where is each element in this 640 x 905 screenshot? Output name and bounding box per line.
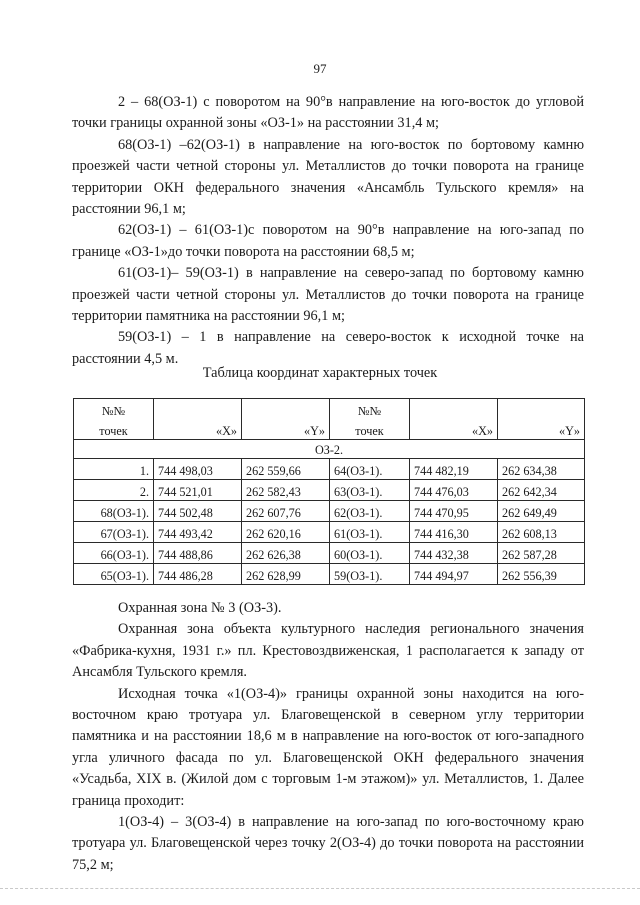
paragraph: 62(ОЗ-1) – 61(ОЗ-1)с поворотом на 90°в направление на юго-запад по границе «ОЗ-1»до точки поворота на расстоянии 68,5 м;: [72, 222, 584, 260]
x-value: 744 494,97: [410, 564, 498, 585]
point-label: 67(ОЗ-1).: [74, 522, 154, 543]
x-value: 744 493,42: [154, 522, 242, 543]
table-row: [74, 459, 585, 480]
header-empty: [242, 399, 330, 420]
point-label: 60(ОЗ-1).: [330, 543, 410, 564]
header-x: «X»: [410, 419, 498, 440]
table-caption: Таблица координат характерных точек: [202, 365, 438, 381]
header-num-bottom: точек: [330, 419, 410, 440]
x-value: 744 416,30: [410, 522, 498, 543]
point-label: 68(ОЗ-1).: [74, 501, 154, 522]
x-value: 744 502,48: [154, 501, 242, 522]
point-label: 59(ОЗ-1).: [330, 564, 410, 585]
x-value: 744 482,19: [410, 459, 498, 480]
header-num-top: №№: [74, 399, 154, 420]
table-header-row: [74, 399, 585, 420]
x-value: 744 432,38: [410, 543, 498, 564]
x-value: 744 476,03: [410, 480, 498, 501]
y-value: 262 620,16: [242, 522, 330, 543]
header-y: «Y»: [242, 419, 330, 440]
x-value: 744 498,03: [154, 459, 242, 480]
y-value: 262 608,13: [498, 522, 585, 543]
point-label: 2.: [74, 480, 154, 501]
y-value: 262 607,76: [242, 501, 330, 522]
table-row: [74, 543, 585, 564]
page-number: 97: [313, 61, 327, 76]
paragraph: 68(ОЗ-1) –62(ОЗ-1) в направление на юго-восток по бортовому камню проезжей части четной стороны ул. Металлистов до точки поворота на границе территории ОКН федерального значения «Ансамбль Тульского кремля» на расстоянии 96,1 м;: [72, 136, 584, 218]
header-x: «X»: [154, 419, 242, 440]
point-label: 65(ОЗ-1).: [74, 564, 154, 585]
zone-row: [74, 440, 585, 459]
y-value: 262 642,34: [498, 480, 585, 501]
coordinates-table: [73, 398, 585, 585]
top-text-block: [72, 92, 584, 370]
point-label: 63(ОЗ-1).: [330, 480, 410, 501]
point-label: 66(ОЗ-1).: [74, 543, 154, 564]
x-value: 744 488,86: [154, 543, 242, 564]
zone-label: ОЗ-2.: [74, 440, 585, 459]
header-empty: [498, 399, 585, 420]
header-empty: [410, 399, 498, 420]
section-heading: Охранная зона № 3 (ОЗ-3).: [118, 600, 282, 616]
header-y: «Y»: [498, 419, 585, 440]
paragraph: Охранная зона объекта культурного наследия регионального значения «Фабрика-кухня, 1931 г.» пл. Крестовоздвиженская, 1 располагается к западу от Ансамбля Тульского кремля.: [72, 621, 584, 681]
y-value: 262 649,49: [498, 501, 585, 522]
y-value: 262 626,38: [242, 543, 330, 564]
x-value: 744 470,95: [410, 501, 498, 522]
table-row: [74, 522, 585, 543]
paragraph: 1(ОЗ-4) – 3(ОЗ-4) в направление на юго-запад по юго-восточному краю тротуара ул. Благовещенской через точку 2(ОЗ-4) до точки поворота на расстоянии 75,2 м;: [72, 814, 584, 873]
table-header-row: [74, 419, 585, 440]
point-label: 62(ОЗ-1).: [330, 501, 410, 522]
point-label: 64(ОЗ-1).: [330, 459, 410, 480]
paragraph: 2 – 68(ОЗ-1) с поворотом на 90°в направление на юго-восток до угловой точки границы охранной зоны «ОЗ-1» на расстоянии 31,4 м;: [72, 94, 584, 132]
header-num-top: №№: [330, 399, 410, 420]
table-row: [74, 564, 585, 585]
point-label: 61(ОЗ-1).: [330, 522, 410, 543]
y-value: 262 634,38: [498, 459, 585, 480]
paragraph: 61(ОЗ-1)– 59(ОЗ-1) в направление на северо-запад по бортовому камню проезжей части четной стороны ул. Металлистов до точки поворота на границе территории памятника на расстоянии 96,1 м;: [72, 265, 584, 325]
header-num-bottom: точек: [74, 419, 154, 440]
y-value: 262 582,43: [242, 480, 330, 501]
y-value: 262 556,39: [498, 564, 585, 585]
y-value: 262 628,99: [242, 564, 330, 585]
paragraph: 59(ОЗ-1) – 1 в направление на северо-восток к исходной точке на расстоянии 4,5 м.: [72, 329, 584, 367]
paragraph: Исходная точка «1(ОЗ-4)» границы охранной зоны находится на юго-восточном краю тротуара ул. Благовещенской в северном углу территории памятника и на расстоянии 18,6 м в направление на юго-восток от юго-западного угла уличного фасада по ул. Благовещенской ОКН федерального значения «Усадьба, XIX в. (Жилой дом с торговым 1-м этажом)» ул. Металлистов, 1. Далее граница проходит:: [72, 685, 584, 809]
y-value: 262 587,28: [498, 543, 585, 564]
y-value: 262 559,66: [242, 459, 330, 480]
table-row: [74, 480, 585, 501]
x-value: 744 521,01: [154, 480, 242, 501]
header-empty: [154, 399, 242, 420]
x-value: 744 486,28: [154, 564, 242, 585]
page-bottom-divider: [0, 888, 640, 889]
point-label: 1.: [74, 459, 154, 480]
table-row: [74, 501, 585, 522]
bottom-text-block: [72, 598, 584, 876]
